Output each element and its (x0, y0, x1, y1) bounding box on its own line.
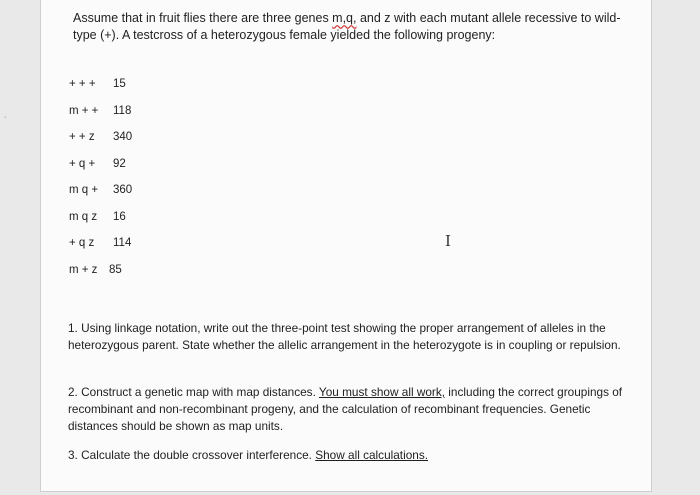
progeny-row (69, 131, 169, 158)
progeny-genotype: m + + (69, 104, 99, 117)
progeny-count: 16 (113, 210, 126, 223)
question-2-text-start: 2. Construct a genetic map with map distances. (68, 385, 319, 399)
progeny-list (69, 78, 169, 290)
progeny-count: 360 (113, 184, 133, 196)
text-cursor-icon: I (445, 232, 451, 250)
progeny-row (69, 237, 169, 264)
progeny-genotype: + q z (69, 237, 95, 249)
gene-names: m,q, (332, 11, 357, 25)
progeny-genotype: m q + (69, 184, 99, 196)
question-2-text-end: including the correct groupings of recombinant and non-recombinant progeny, and the calculation of recombinant frequencies. Genetic distances should be shown as map units. (68, 385, 623, 433)
document-page (40, 0, 652, 492)
progeny-row (69, 211, 169, 238)
progeny-row (69, 105, 169, 132)
progeny-row (69, 184, 169, 211)
question-3-emphasis: Show all calculations. (315, 448, 429, 462)
progeny-count: 85 (109, 263, 122, 276)
intro-text-end: and z with each mutant allele recessive to wild-type (+). A testcross of a heterozygous female yielded the following progeny: (73, 11, 621, 42)
question-3 (68, 447, 628, 464)
progeny-count: 114 (113, 237, 132, 249)
progeny-count: 118 (113, 104, 132, 117)
question-2-emphasis: You must show all work, (318, 385, 446, 399)
progeny-count: 92 (113, 157, 126, 170)
progeny-row (69, 158, 169, 185)
progeny-count: 340 (113, 131, 133, 143)
progeny-row (69, 264, 169, 291)
intro-text-start: Assume that in fruit flies there are three genes (73, 11, 333, 25)
progeny-genotype: + + z (69, 131, 95, 143)
question-3-text-start: 3. Calculate the double crossover interference. (68, 448, 316, 462)
question-1: 1. Using linkage notation, write out the three-point test showing the proper arrangement of alleles in the heterozygous parent. State whether the allelic arrangement in the heterozygote is in coupling or repulsion. (68, 321, 621, 352)
progeny-genotype: m q z (69, 210, 98, 223)
progeny-genotype: m + z (69, 263, 98, 276)
progeny-row (69, 78, 169, 105)
edge-mark: · (3, 108, 8, 124)
progeny-genotype: + q + (69, 157, 96, 170)
question-2 (68, 384, 628, 435)
intro-paragraph (73, 10, 633, 44)
progeny-count: 15 (113, 78, 126, 90)
progeny-genotype: + + + (69, 78, 96, 90)
